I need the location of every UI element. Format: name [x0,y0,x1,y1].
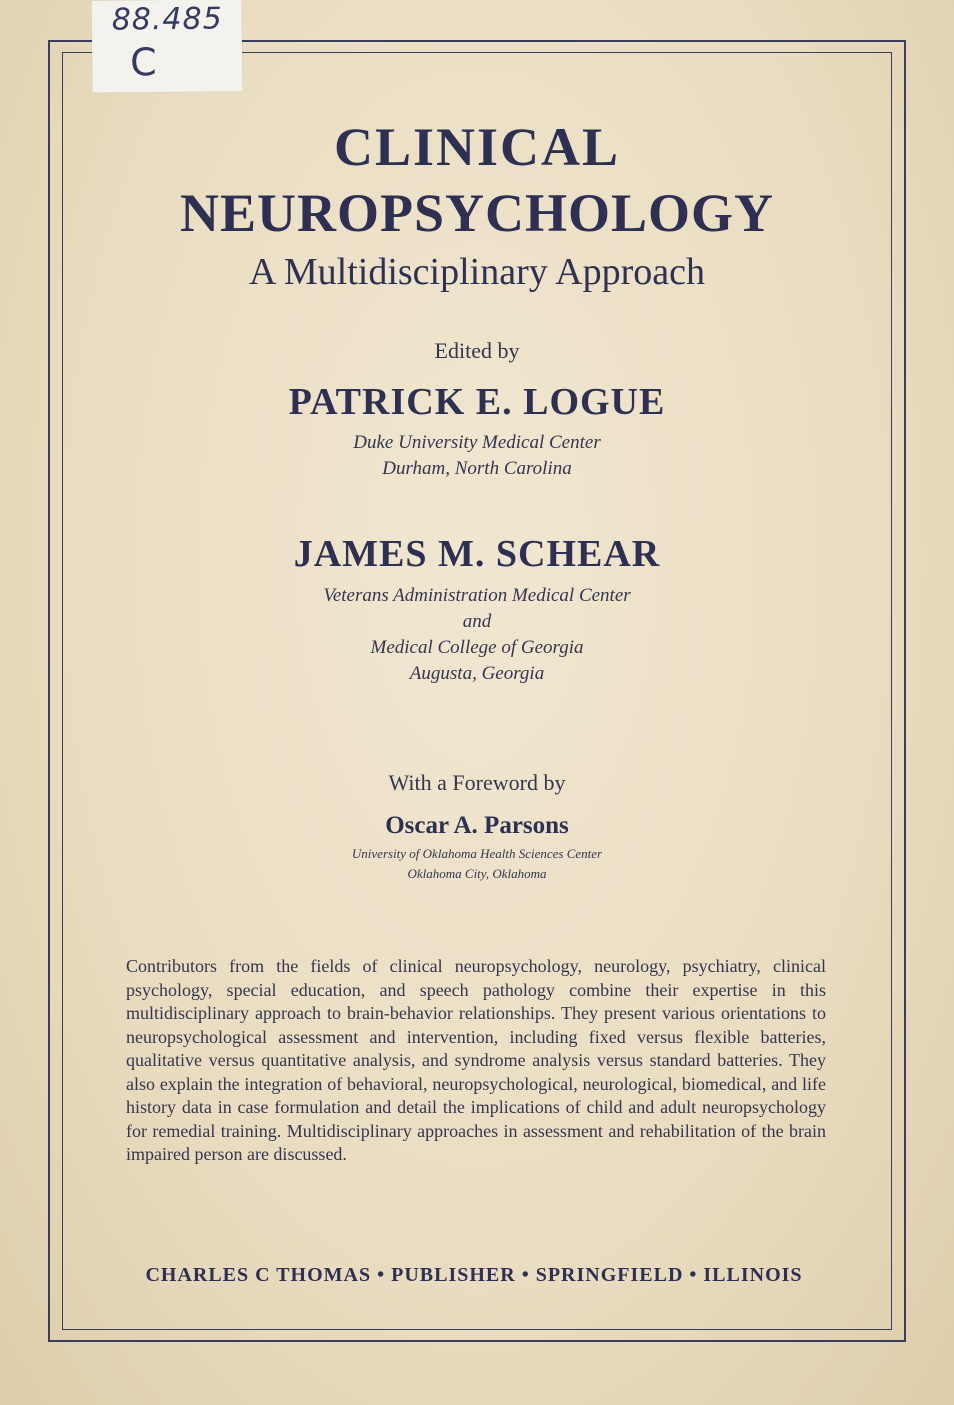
editor1-affiliation-line: Duke University Medical Center [353,432,601,453]
foreword-author-name: Oscar A. Parsons [385,812,569,839]
editor2-name: JAMES M. SCHEAR [293,533,661,575]
title-line-2: NEUROPSYCHOLOGY [179,183,775,243]
editor2-affiliation-line: Medical College of Georgia [370,637,584,658]
publisher-line: CHARLES C THOMAS • PUBLISHER • SPRINGFIELD • ILLINOIS [145,1264,803,1286]
editor2-affiliation-line: Veterans Administration Medical Center [323,585,631,606]
editor1-affiliation-line: Durham, North Carolina [382,458,572,479]
library-label-letter: C [129,40,157,85]
editor1-name: PATRICK E. LOGUE [288,381,666,423]
title-line-1: CLINICAL [333,117,621,177]
subtitle: A Multidisciplinary Approach [249,251,705,293]
foreword-affiliation-line: Oklahoma City, Oklahoma [407,866,547,881]
foreword-intro: With a Foreword by [388,770,566,795]
library-label [92,0,243,93]
editor2-affiliation-line: and [462,611,492,632]
editor2-affiliation-line: Augusta, Georgia [409,663,545,684]
foreword-affiliation-line: University of Oklahoma Health Sciences Center [351,846,603,861]
book-description: Contributors from the fields of clinical neuropsychology, neurology, psychiatry, clinical psychology, special education, and speech pathology combine their expertise in this multidisciplinary approach to brain-behavior relationships. They present various orientations to neuropsychological assessment and intervention, including fixed versus flexible batteries, qualitative versus quantitative analysis, and syndrome analysis versus standard batteries. They also explain the integration of behavioral, neuropsychological, neurological, biomedical, and life history data in case formulation and detail the implications of child and adult neuropsychology for remedial training. Multidisciplinary approaches in assessment and rehabilitation of the brain impaired person are discussed. [126,956,826,1164]
edited-by: Edited by [434,338,520,363]
library-label-number: 88.485 [111,1,223,38]
